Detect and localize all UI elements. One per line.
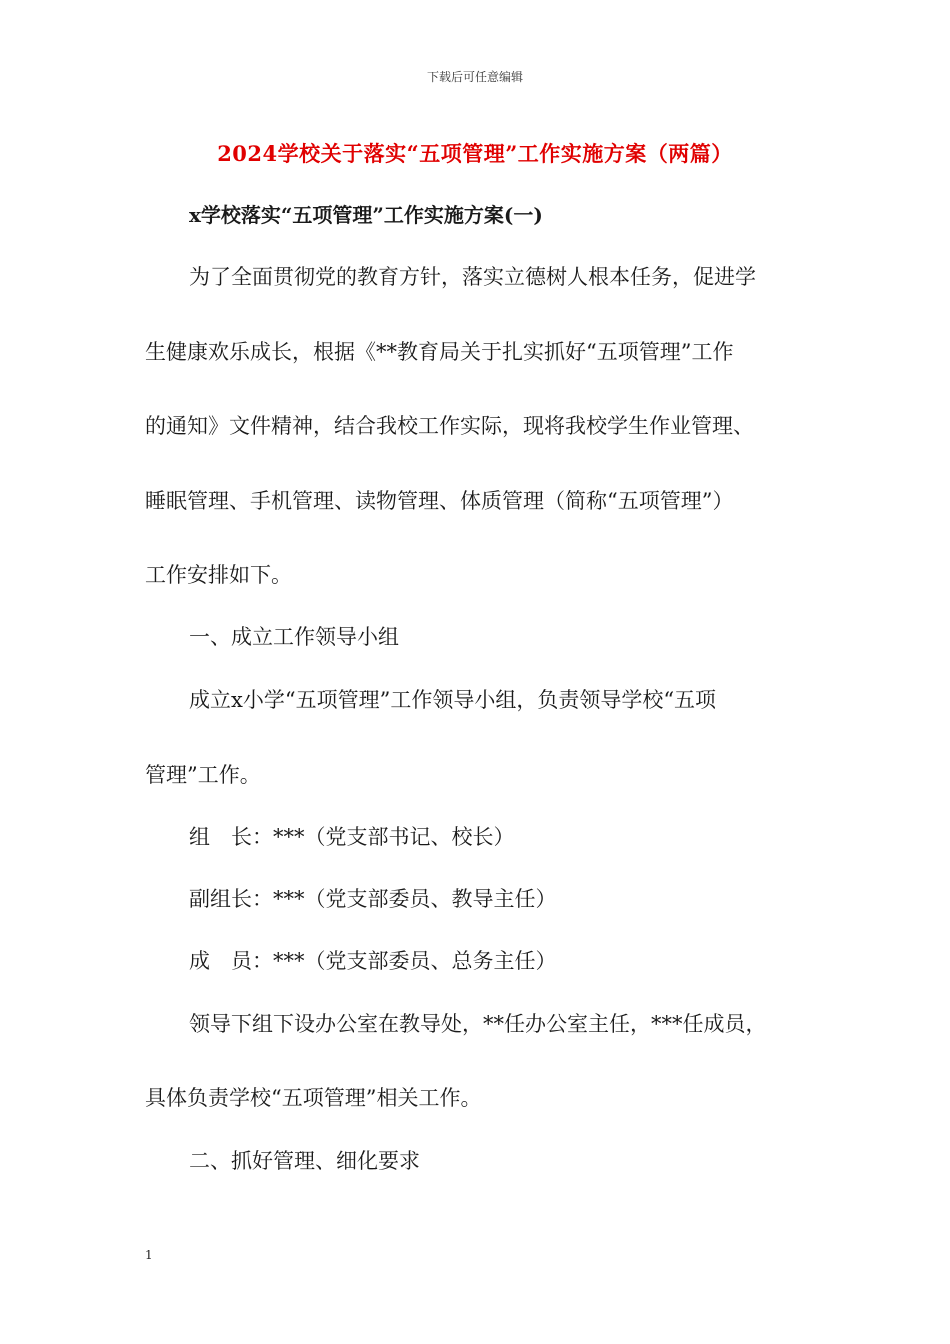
paragraph-line: 生健康欢乐成长，根据《**教育局关于扎实抓好“五项管理”工作 xyxy=(145,340,734,364)
paragraph-line: 具体负责学校“五项管理”相关工作。 xyxy=(145,1086,482,1110)
section-subtitle: x学校落实“五项管理”工作实施方案(一) xyxy=(189,203,543,227)
paragraph-line: 领导下组下设办公室在教导处，**任办公室主任，***任成员， xyxy=(189,1012,767,1036)
header-note: 下载后可任意编辑 xyxy=(426,70,523,84)
paragraph-line: 为了全面贯彻党的教育方针，落实立德树人根本任务，促进学 xyxy=(189,265,756,289)
member-leader-line: 组 长：***（党支部书记、校长） xyxy=(189,825,515,849)
paragraph-line: 的通知》文件精神，结合我校工作实际，现将我校学生作业管理、 xyxy=(145,414,754,438)
page-number: 1 xyxy=(145,1248,153,1262)
section-heading: 二、抓好管理、细化要求 xyxy=(189,1149,420,1173)
paragraph-line: 成立x小学“五项管理”工作领导小组，负责领导学校“五项 xyxy=(189,688,717,712)
member-deputy-line: 副组长：***（党支部委员、教导主任） xyxy=(189,887,557,911)
paragraph-line: 睡眠管理、手机管理、读物管理、体质管理（简称“五项管理”） xyxy=(145,489,734,513)
document-title: 2024学校关于落实“五项管理”工作实施方案（两篇） xyxy=(217,141,733,166)
section-heading: 一、成立工作领导小组 xyxy=(189,625,399,649)
member-line: 成 员：***（党支部委员、总务主任） xyxy=(189,949,557,973)
paragraph-line: 管理”工作。 xyxy=(145,763,261,787)
paragraph-line: 工作安排如下。 xyxy=(145,563,292,587)
